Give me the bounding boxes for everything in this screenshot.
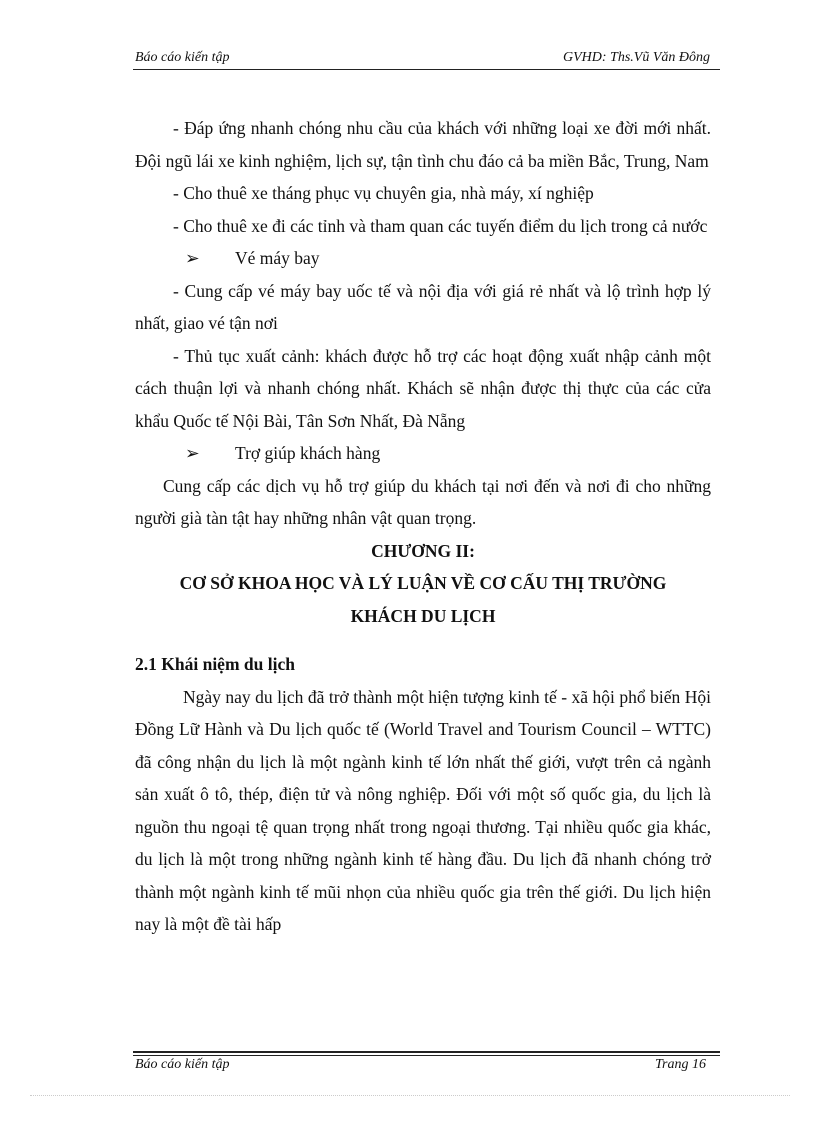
bullet-item <box>135 242 711 275</box>
paragraph: - Thủ tục xuất cảnh: khách được hỗ trợ các hoạt động xuất nhập cảnh một cách thuận lợi và nhanh chóng nhất. Khách sẽ nhận được thị thực của các cửa khẩu Quốc tế Nội Bài, Tân Sơn Nhất, Đà Nẵng <box>135 345 711 431</box>
arrow-bullet-icon: ➢ <box>185 248 200 268</box>
chapter-heading: CHƯƠNG II: <box>371 540 475 561</box>
chapter-title-line: KHÁCH DU LỊCH <box>350 605 496 626</box>
header-title: Báo cáo kiến tập <box>135 50 230 65</box>
paragraph: - Cung cấp vé máy bay uốc tế và nội địa với giá rẻ nhất và lộ trình hợp lý nhất, giao vé tận nơi <box>135 280 711 333</box>
footer-title: Báo cáo kiến tập <box>135 1057 230 1072</box>
footer-rule-thin <box>133 1055 720 1056</box>
paragraph: Ngày nay du lịch đã trở thành một hiện tượng kinh tế - xã hội phổ biến Hội Đồng Lữ Hành và Du lịch quốc tế (World Travel and Tourism Council – WTTC) đã công nhận du lịch là một ngành kinh tế lớn nhất thế giới, vượt trên cả ngành sản xuất ô tô, thép, điện tử và nông nghiệp. Đối với một số quốc gia, du lịch là nguồn thu ngoại tệ quan trọng nhất trong ngoại thương. Tại nhiều quốc gia khác, du lịch là một trong những ngành kinh tế hàng đầu. Du lịch đã nhanh chóng trở thành một ngành kinh tế mũi nhọn của nhiều quốc gia trên thế giới. Du lịch hiện nay là một đề tài hấp <box>135 686 711 934</box>
paragraph: - Cho thuê xe tháng phục vụ chuyên gia, nhà máy, xí nghiệp <box>173 183 594 203</box>
header-rule <box>133 69 720 70</box>
bullet-label: Vé máy bay <box>235 248 320 268</box>
footer-rule <box>133 1051 720 1053</box>
page-number: Trang 16 <box>655 1057 706 1072</box>
paragraph: - Đáp ứng nhanh chóng nhu cầu của khách với những loại xe đời mới nhất. Đội ngũ lái xe kinh nghiệm, lịch sự, tận tình chu đáo cả ba miền Bắc, Trung, Nam <box>135 118 711 171</box>
chapter-title-line: CƠ SỞ KHOA HỌC VÀ LÝ LUẬN VỀ CƠ CẤU THỊ TRƯỜNG <box>179 573 667 593</box>
arrow-bullet-icon: ➢ <box>185 443 200 463</box>
page-header <box>133 50 720 68</box>
paragraph: - Cho thuê xe đi các tỉnh và tham quan các tuyến điểm du lịch trong cả nước <box>173 215 708 236</box>
bullet-label: Trợ giúp khách hàng <box>235 443 381 463</box>
header-advisor: GVHD: Ths.Vũ Văn Đông <box>563 50 710 65</box>
page-footer <box>133 1057 720 1075</box>
section-heading: 2.1 Khái niệm du lịch <box>135 654 295 674</box>
bullet-item <box>135 437 711 470</box>
paragraph: Cung cấp các dịch vụ hỗ trợ giúp du khách tại nơi đến và nơi đi cho những người già tàn tật hay những nhân vật quan trọng. <box>135 475 711 528</box>
document-body <box>135 112 711 941</box>
page-edge-divider <box>30 1095 790 1096</box>
